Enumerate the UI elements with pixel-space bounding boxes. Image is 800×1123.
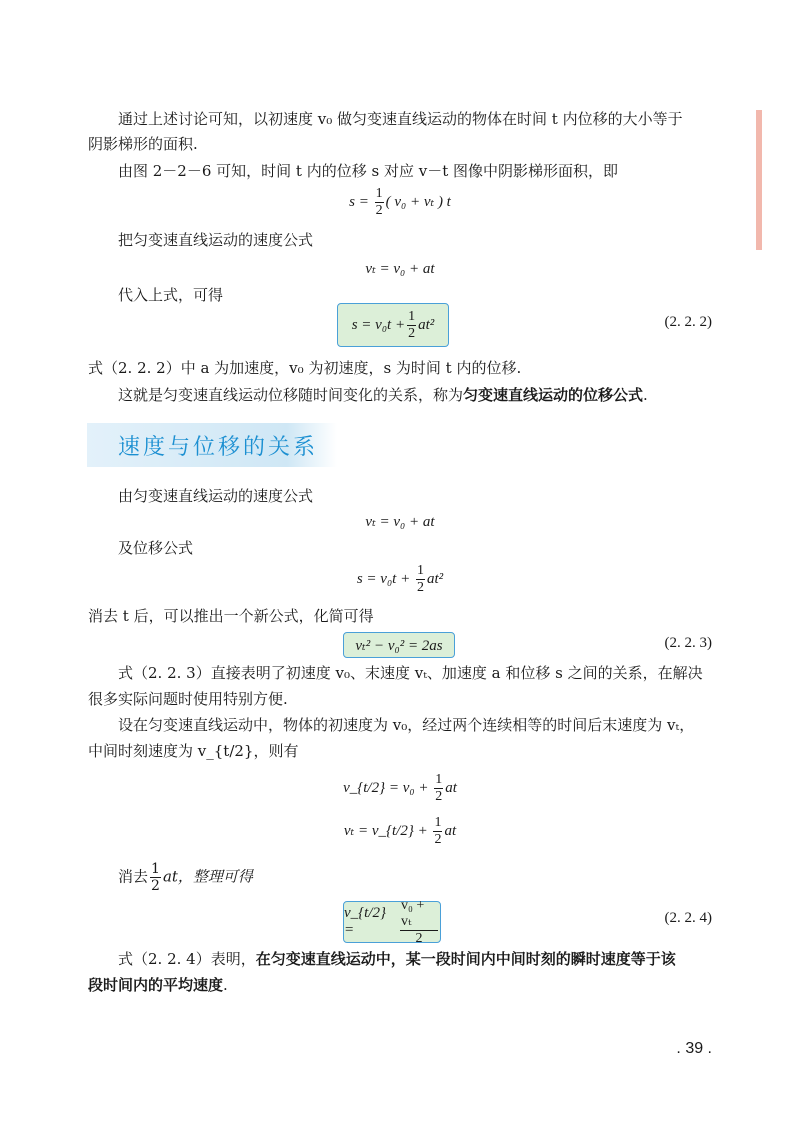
equation-s-trapezoid bbox=[0, 186, 800, 219]
para12-fraction: $\frac{1}{2}$ bbox=[151, 861, 160, 894]
paragraph-2: 由图 2－2－6 可知，时间 t 内的位移 s 对应 v－t 图像中阴影梯形面积，即 bbox=[118, 162, 619, 180]
paragraph-1-line-1: 通过上述讨论可知，以初速度 v₀ 做匀变速直线运动的物体在时间 t 内位移的大小等于 bbox=[118, 110, 683, 128]
paragraph-12: 消去 $\frac{1}{2}$ at，整理可得 bbox=[118, 861, 253, 894]
paragraph-3: 把匀变速直线运动的速度公式 bbox=[118, 231, 314, 249]
paragraph-6: 这就是匀变速直线运动位移随时间变化的关系，称为匀变速直线运动的位移公式. bbox=[118, 386, 648, 404]
formula-box-2-2-4: v_{t/2} = $\frac{\text{v₀ + vₜ}}{2}$ bbox=[343, 901, 441, 943]
paragraph-7: 由匀变速直线运动的速度公式 bbox=[118, 487, 314, 505]
equation-midpoint-1: v_{t/2} = v₀ + $\frac{1}{2}$ at bbox=[343, 772, 457, 804]
formula-box-2-2-2: s = v₀t + $\frac{1}{2}$ at² bbox=[337, 303, 449, 347]
box1-fraction: $\frac{1}{2}$ bbox=[408, 308, 416, 341]
eq-s-right: ( v₀ + vₜ ) t bbox=[385, 193, 451, 210]
midpoint-velocity-conclusion: 在匀变速直线运动中，某一段时间内中间时刻的瞬时速度等于该 bbox=[255, 950, 676, 968]
equation-number-2-2-2: (2. 2. 2) bbox=[664, 314, 712, 330]
paragraph-9: 消去 t 后，可以推出一个新公式，化简可得 bbox=[88, 607, 374, 625]
equation-displacement-2: s = v₀t + $\frac{1}{2}$ at² bbox=[356, 563, 444, 595]
paragraph-13-line-1: 式（2. 2. 4）表明，在匀变速直线运动中，某一段时间内中间时刻的瞬时速度等于该 bbox=[118, 950, 676, 968]
paragraph-13-line-2: 段时间内的平均速度. bbox=[88, 976, 228, 994]
formula-box-2-2-3: vₜ² − v₀² = 2as bbox=[343, 632, 455, 658]
equation-velocity-2: vₜ = v₀ + at bbox=[365, 514, 435, 530]
page-number: . 39 . bbox=[676, 1040, 712, 1057]
side-decoration-bar bbox=[756, 110, 762, 250]
eq-m2-fraction: $\frac{1}{2}$ bbox=[434, 815, 442, 847]
equation-velocity: vₜ = v₀ + at bbox=[365, 261, 435, 277]
displacement-formula-term: 匀变速直线运动的位移公式 bbox=[463, 386, 644, 404]
eq-m1-fraction: $\frac{1}{2}$ bbox=[435, 772, 443, 804]
paragraph-1-line-2: 阴影梯形的面积. bbox=[88, 135, 198, 153]
paragraph-10-line-2: 很多实际问题时使用特别方便. bbox=[88, 690, 288, 708]
equation-number-2-2-4: (2. 2. 4) bbox=[664, 910, 712, 926]
paragraph-8: 及位移公式 bbox=[118, 539, 194, 557]
paragraph-10-line-1: 式（2. 2. 3）直接表明了初速度 v₀、末速度 vₜ、加速度 a 和位移 s 之间的关系，在解决 bbox=[118, 664, 703, 682]
paragraph-5: 式（2. 2. 2）中 a 为加速度，v₀ 为初速度，s 为时间 t 内的位移. bbox=[88, 359, 522, 377]
paragraph-11-line-2: 中间时刻速度为 v_{t/2}，则有 bbox=[88, 742, 299, 760]
eq-s2-fraction: $\frac{1}{2}$ bbox=[416, 563, 424, 595]
eq-s-left: s = bbox=[349, 193, 373, 210]
equation-midpoint-2: vₜ = v_{t/2} + $\frac{1}{2}$ at bbox=[343, 815, 457, 847]
equation-number-2-2-3: (2. 2. 3) bbox=[664, 635, 712, 651]
section-heading: 速度与位移的关系 bbox=[118, 435, 319, 460]
paragraph-11-line-1: 设在匀变速直线运动中，物体的初速度为 v₀，经过两个连续相等的时间后末速度为 vₜ， bbox=[118, 716, 695, 734]
eq-s-fraction: $\frac{1}{2}$ bbox=[375, 186, 383, 218]
paragraph-4: 代入上式，可得 bbox=[118, 286, 224, 304]
box3-fraction: $\frac{\text{v₀ + vₜ}}{2}$ bbox=[400, 898, 438, 947]
